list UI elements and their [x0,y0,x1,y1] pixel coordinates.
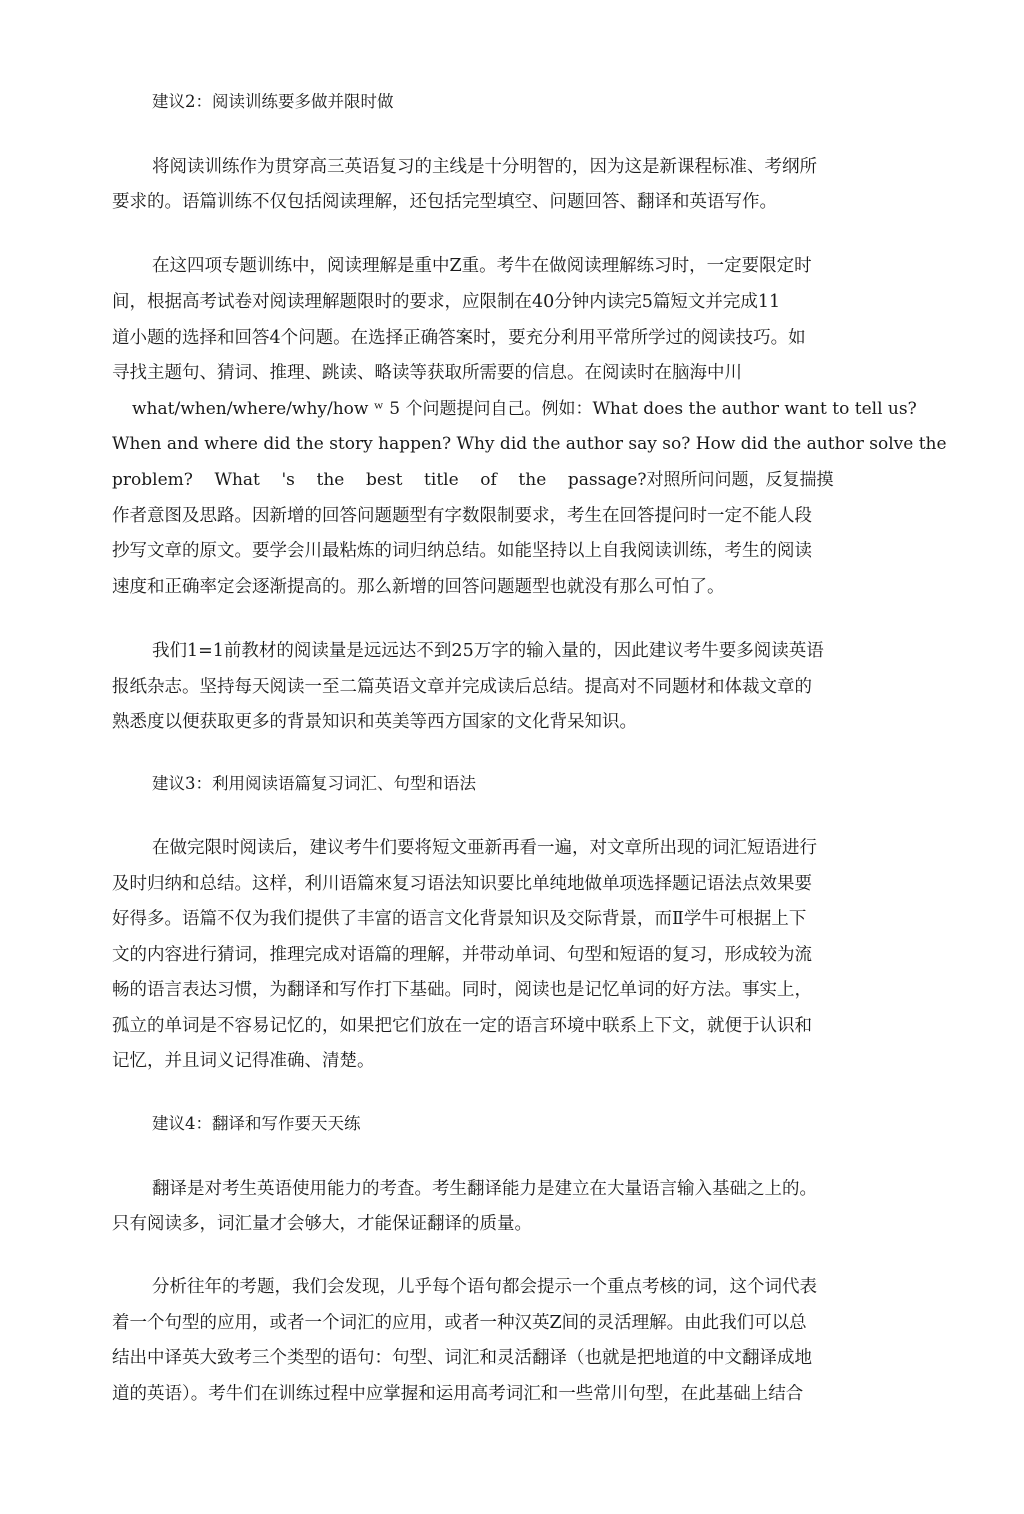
section-heading-2: 建议2：阅读训练要多做并限时做 [152,92,394,111]
paragraph-line: 记忆，并且词义记得准确、清楚。 [112,1051,375,1071]
paragraph-line: 好得多。语篇不仅为我们提供了丰富的语言文化背景知识及交际背景，而Ⅱ学牛可根据上下 [112,909,807,929]
paragraph-line: 报纸杂志。坚持每天阅读一至二篇英语文章并完成读后总结。提高对不同题材和体裁文章的 [112,677,812,697]
paragraph-line: 翻译是对考生英语使用能力的考査。考生翻译能力是建立在大量语言输入基础之上的。 [152,1179,817,1199]
paragraph-line: 及时归纳和总结。这样，利川语篇來复习语法知识要比单纯地做单项选择题记语法点效果要 [112,874,812,894]
section-heading-3: 建议3：利用阅读语篇复习词汇、句型和语法 [152,774,476,793]
paragraph-line: 将阅读训练作为贯穿高三英语复习的主线是十分明智的，因为这是新课程标准、考纲所 [152,157,817,177]
paragraph-line: 熟悉度以便获取更多的背景知识和英美等西方国家的文化背呆知识。 [112,712,637,732]
section-heading-4: 建议4：翻译和写作要天天练 [152,1114,361,1133]
paragraph-line: 畅的语言表达习惯，为翻译和写作打下基础。同时，阅读也是记忆单词的好方法。事实上， [112,980,812,1000]
paragraph-line: 在这四项专题训练中，阅读理解是重中Z重。考牛在做阅读理解练习时，一定要限定时 [152,256,812,276]
paragraph-line: 在做完限时阅读后，建议考牛们要将短文亜新再看一遍，对文章所出现的词汇短语进行 [152,838,817,858]
paragraph-line: problem? What 's the best title of the passage?对照所问问题，反复揣摸 [112,470,834,490]
paragraph-line: 着一个句型的应用，或者一个词汇的应用，或者一种汉英Z间的灵活理解。由此我们可以总 [112,1313,807,1333]
paragraph-line: what/when/where/why/how ʷ 5 个问题提问自己。例如：What does the author want to tell us? [132,399,917,419]
paragraph-line: 结出中译英大致考三个类型的语句：句型、词汇和灵活翻译（也就是把地道的中文翻译成地 [112,1348,812,1368]
paragraph-line: 间，根据高考试卷对阅读理解题限时的要求，应限制在40分钟内读完5篇短文并完成11 [112,292,781,312]
paragraph-line: 道小题的选择和回答4个问题。在选择正确答案时，要充分利用平常所学过的阅读技巧。如 [112,328,806,348]
paragraph-line: When and where did the story happen? Why did the author say so? How did the author solve the [112,434,947,454]
paragraph-line: 寻找主题句、猜词、推理、跳读、略读等获取所需要的信息。在阅读时在脑海中川 [112,363,742,383]
paragraph-line: 速度和正确率定会逐渐提高的。那么新增的回答问题题型也就没有那么可怕了。 [112,577,725,597]
paragraph-line: 文的内容进行猜词，推理完成对语篇的理解，并带动单词、句型和短语的复习，形成较为流 [112,945,812,965]
paragraph-line: 抄写文章的原文。要学会川最粘炼的词归纳总结。如能坚持以上自我阅读训练，考生的阅读 [112,541,812,561]
paragraph-line: 道的英语）。考牛们在训练过程中应掌握和运用高考词汇和一些常川句型，在此基础上结合 [112,1384,804,1404]
paragraph-line: 我们1=1前教材的阅读量是远远达不到25万字的输入量的，因此建议考牛要多阅读英语 [152,641,824,661]
paragraph-line: 作者意图及思路。因新增的回答问题题型有字数限制要求，考生在回答提问时一定不能人段 [112,506,812,526]
paragraph-line: 孤立的单词是不容易记忆的，如果把它们放在一定的语言环境中联系上下文，就便于认识和 [112,1016,812,1036]
paragraph-line: 要求的。语篇训练不仅包括阅读理解，还包括完型填空、问题回答、翻译和英语写作。 [112,192,777,212]
paragraph-line: 只有阅读多，词汇量才会够大，才能保证翻译的质量。 [112,1214,532,1234]
paragraph-line: 分析往年的考题，我们会发现，儿乎每个语句都会提示一个重点考核的词，这个词代表 [152,1277,817,1297]
